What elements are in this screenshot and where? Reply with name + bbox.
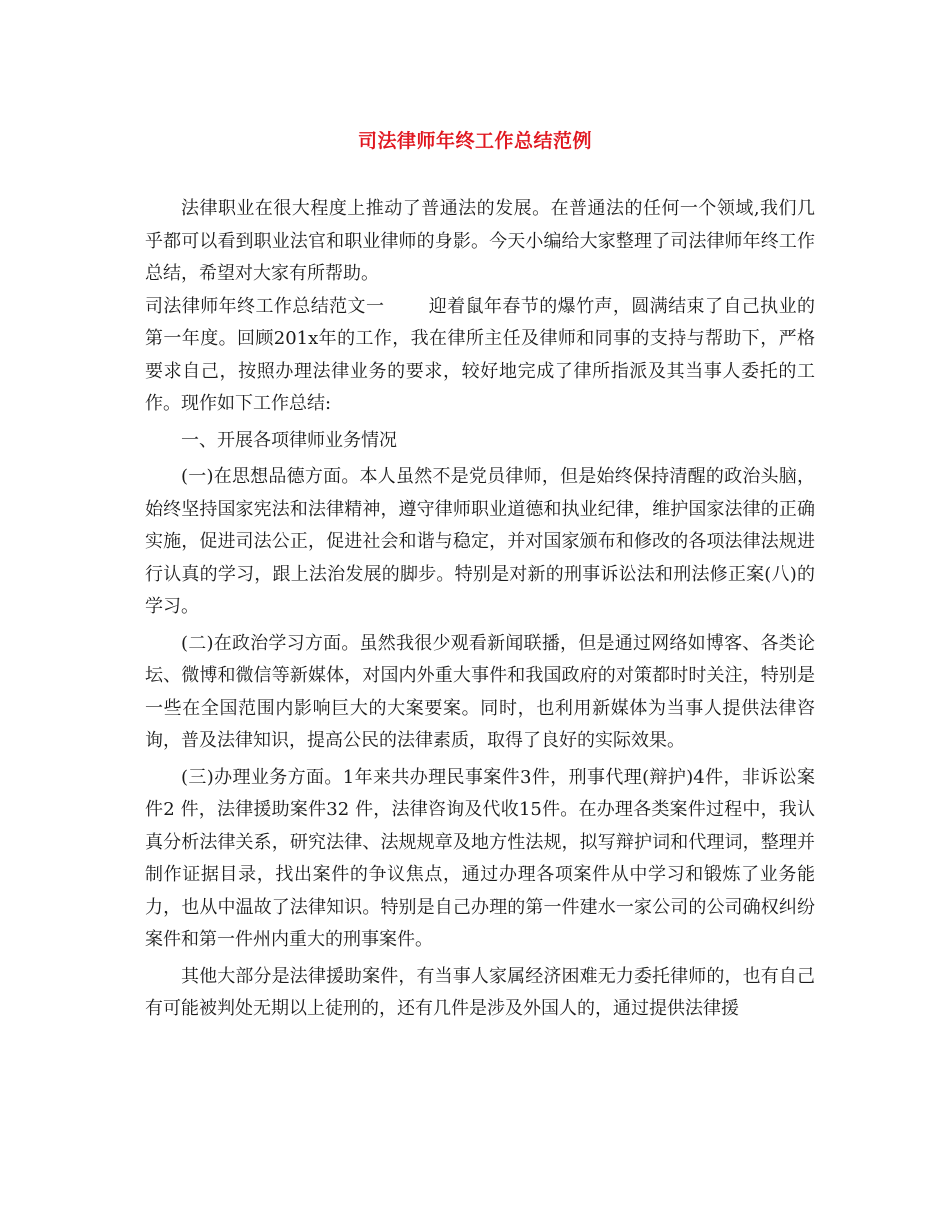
document-title: 司法律师年终工作总结范例 bbox=[357, 130, 592, 152]
paragraph-business: (三)办理业务方面。1年来共办理民事案件3件，刑事代理(辩护)4件，非诉讼案件2 件，法律援助案件32 件，法律咨询及代收15件。在办理各类案件过程中，我认真分析法律关系，研究法律、法规规章及地方性法规，拟写辩护词和代理词，整理并制作证据目录，找出案件的争议焦点，通过办理各项案件从中学习和锻炼了业务能力，也从中温故了法律知识。特别是自己办理的第一件建水一家公司的公司确权纠纷案件和第一件州内重大的刑事案件。 bbox=[145, 766, 815, 950]
section-heading: 一、开展各项律师业务情况 bbox=[181, 429, 397, 451]
paragraph-politics: (二)在政治学习方面。虽然我很少观看新闻联播，但是通过网络如博客、各类论坛、微博和微信等新媒体，对国内外重大事件和我国政府的对策都时时关注，特别是一些在全国范围内影响巨大的大案要案。同时，也利用新媒体为当事人提供法律咨询，普及法律知识，提高公民的法律素质，取得了良好的实际效果。 bbox=[145, 632, 815, 751]
section-label: 司法律师年终工作总结范文一 bbox=[145, 295, 385, 317]
paragraph-ideology: (一)在思想品德方面。本人虽然不是党员律师，但是始终保持清醒的政治头脑，始终坚持国家宪法和法律精神，遵守律师职业道德和执业纪律，维护国家法律的正确实施，促进司法公正，促进社会和谐与稳定，并对国家颁布和修改的各项法律法规进行认真的学习，跟上法治发展的脚步。特别是对新的刑事诉讼法和刑法修正案(八)的学习。 bbox=[145, 466, 815, 617]
section-text: 迎着鼠年春节的爆竹声，圆满结束了自己执业的第一年度。回顾201x年的工作，我在律所主任及律师和同事的支持与帮助下，严格要求自己，按照办理法律业务的要求，较好地完成了律所指派及其当事人委托的工作。现作如下工作总结: bbox=[145, 295, 816, 414]
section-paragraph bbox=[145, 291, 815, 421]
intro-paragraph: 法律职业在很大程度上推动了普通法的发展。在普通法的任何一个领域,我们几乎都可以看到职业法官和职业律师的身影。今天小编给大家整理了司法律师年终工作总结，希望对大家有所帮助。 bbox=[145, 198, 815, 284]
document-body bbox=[145, 193, 815, 1026]
paragraph-legal-aid: 其他大部分是法律援助案件，有当事人家属经济困难无力委托律师的，也有自己有可能被判处无期以上徒刑的，还有几件是涉及外国人的，通过提供法律援 bbox=[145, 965, 815, 1019]
